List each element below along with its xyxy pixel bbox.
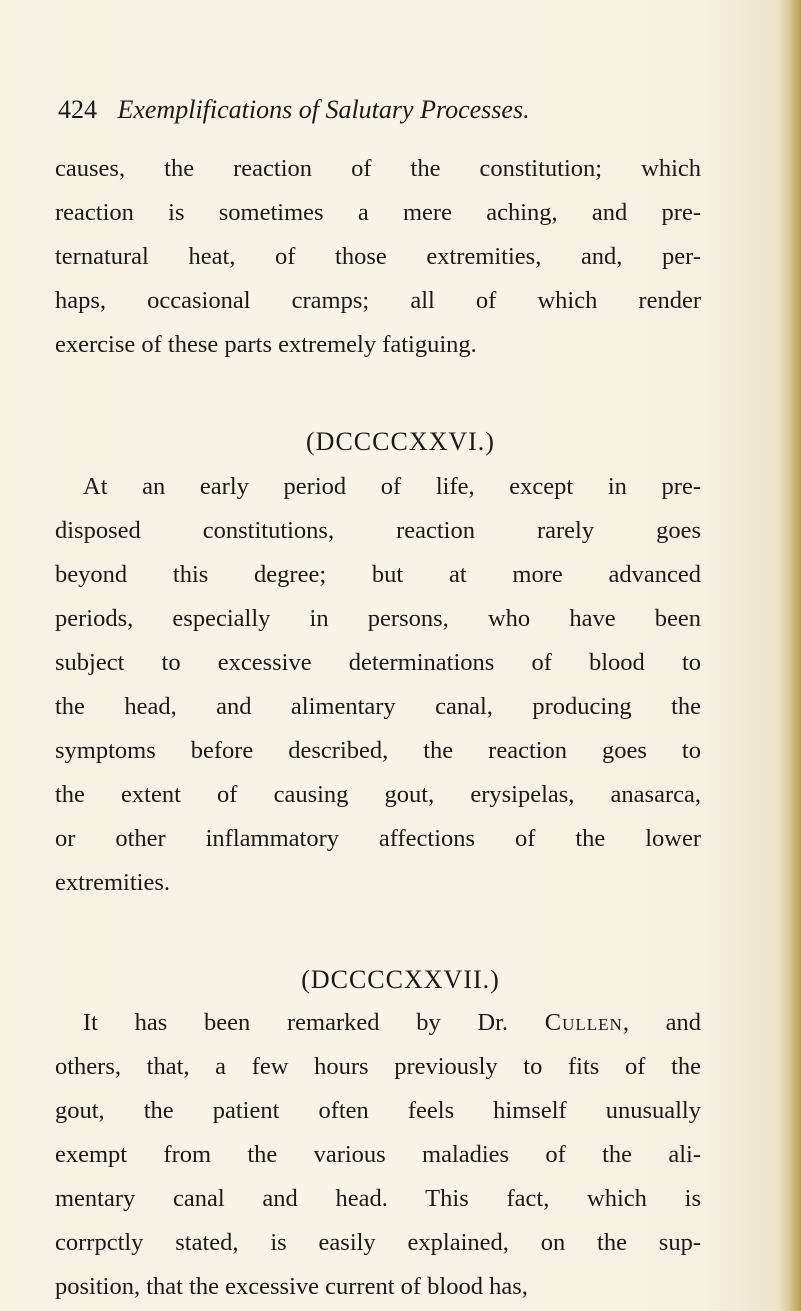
text-span: It has been remarked by Dr.	[83, 1009, 509, 1036]
author-name: Cullen	[544, 1009, 623, 1036]
text-line: haps, occasional cramps; all of which render	[55, 287, 701, 314]
section-heading: (DCCCCXXVI.)	[306, 427, 495, 456]
text-line: symptoms before described, the reaction goes to	[55, 737, 701, 764]
page-number: 424	[58, 95, 97, 124]
running-title: Exemplifications of Salutary Processes.	[117, 95, 530, 124]
text-line: corrpctly stated, is easily explained, on the sup-	[55, 1229, 701, 1256]
text-line: the head, and alimentary canal, producing the	[55, 693, 701, 720]
text-line: exempt from the various maladies of the ali-	[55, 1141, 701, 1168]
running-head	[58, 95, 698, 135]
text-span: , and	[622, 1009, 702, 1036]
text-line: others, that, a few hours previously to fits of the	[55, 1053, 701, 1080]
text-line: beyond this degree; but at more advanced	[55, 561, 701, 588]
text-line: or other inflammatory affections of the lower	[55, 825, 701, 852]
text-line: extremities.	[55, 869, 170, 896]
page-edge-shadow	[779, 0, 801, 1311]
section-heading: (DCCCCXXVII.)	[301, 965, 500, 994]
text-line: gout, the patient often feels himself unusually	[55, 1097, 701, 1124]
text-line: reaction is sometimes a mere aching, and pre-	[55, 199, 701, 226]
text-line: causes, the reaction of the constitution; which	[55, 155, 701, 182]
text-line: the extent of causing gout, erysipelas, anasarca,	[55, 781, 701, 808]
text-line: ternatural heat, of those extremities, and, per-	[55, 243, 701, 270]
text-line	[83, 1001, 701, 1045]
text-line: position, that the excessive current of blood has,	[55, 1273, 528, 1300]
text-line: subject to excessive determinations of blood to	[55, 649, 701, 676]
text-line: disposed constitutions, reaction rarely goes	[55, 517, 701, 544]
text-line: At an early period of life, except in pre-	[83, 473, 701, 500]
text-line: exercise of these parts extremely fatiguing.	[55, 331, 477, 358]
text-line: mentary canal and head. This fact, which is	[55, 1185, 701, 1212]
text-line: periods, especially in persons, who have been	[55, 605, 701, 632]
